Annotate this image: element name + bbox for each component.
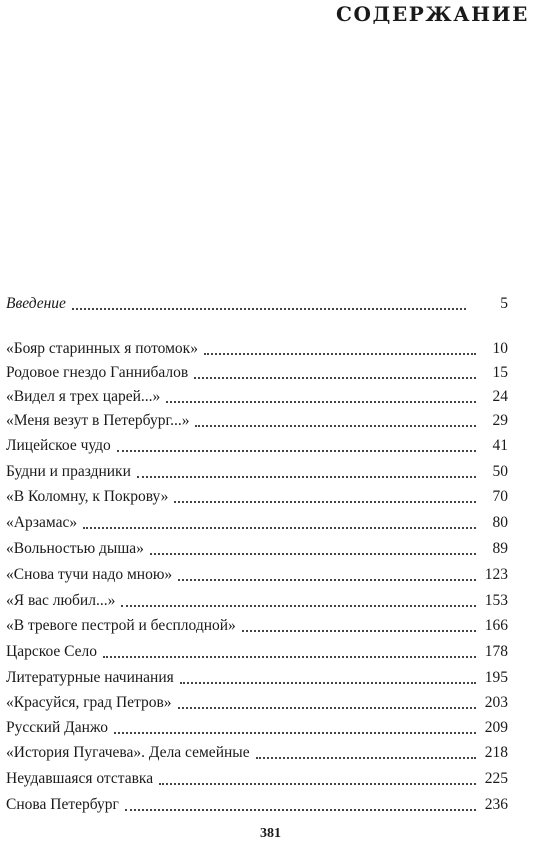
toc-entry	[6, 409, 508, 431]
toc-entry	[6, 563, 508, 585]
toc-entry-page: 225	[484, 770, 508, 787]
toc-entry-page: 70	[492, 488, 508, 505]
dot-leader	[117, 444, 476, 452]
toc-entry	[6, 767, 508, 789]
toc-entry	[6, 511, 508, 533]
toc-entry	[6, 793, 508, 815]
toc-entry-label: Литературные начинания	[6, 669, 174, 686]
toc-entry	[6, 337, 508, 359]
toc-entry-page: 236	[484, 796, 508, 813]
toc-entry	[6, 485, 508, 507]
dot-leader	[72, 302, 466, 310]
dot-leader	[242, 624, 476, 632]
dot-leader	[256, 751, 476, 759]
toc-entry-page: 10	[492, 340, 508, 357]
toc-entry-page: 50	[492, 463, 508, 480]
dot-leader	[195, 419, 476, 427]
dot-leader	[103, 650, 476, 658]
toc-entry	[6, 640, 508, 662]
toc-entry	[6, 460, 508, 482]
toc-entry-page: 41	[492, 437, 508, 454]
toc-entry-label: «Арзамас»	[6, 514, 78, 531]
toc-entry-label: «Бояр старинных я потомок»	[6, 340, 198, 357]
toc-entry	[6, 385, 508, 407]
toc-entry-page: 5	[500, 295, 508, 312]
dot-leader	[114, 726, 476, 734]
toc-entry-label: «Я вас любил...»	[6, 592, 116, 609]
toc-entry-label: Будни и праздники	[6, 463, 131, 480]
dot-leader	[150, 547, 476, 555]
toc-entry-label: «В Коломну, к Покрову»	[6, 488, 169, 505]
toc-entry	[6, 361, 508, 383]
toc-entry-page: 123	[484, 566, 508, 583]
dot-leader	[178, 701, 476, 709]
toc-entry	[6, 716, 508, 738]
toc-entry	[6, 434, 508, 456]
toc-entry-label: Царское Село	[6, 643, 98, 660]
toc-entry-label: Введение	[6, 295, 66, 312]
toc-entry-label: Снова Петербург	[6, 796, 119, 813]
toc-entry-page: 15	[492, 364, 508, 381]
toc-entry-page: 29	[492, 412, 508, 429]
toc-entry-page: 203	[484, 694, 508, 711]
toc-entry-label: «Меня везут в Петербург...»	[6, 412, 190, 429]
toc-entry-page: 166	[484, 617, 508, 634]
page-number: 381	[260, 826, 281, 841]
toc-entry-page: 153	[484, 592, 508, 609]
dot-leader	[180, 676, 476, 684]
toc-entry-page: 195	[484, 669, 508, 686]
toc-entry-label: «Видел я трех царей...»	[6, 388, 161, 405]
toc-entry-label: «Красуйся, град Петров»	[6, 694, 172, 711]
dot-leader	[178, 573, 476, 581]
toc-entry-page: 24	[492, 388, 508, 405]
toc-entry-label: Родовое гнездо Ганнибалов	[6, 364, 189, 381]
toc-entry	[6, 589, 508, 611]
dot-leader	[125, 803, 476, 811]
dot-leader	[137, 470, 476, 478]
toc-entry-label: Русский Данжо	[6, 719, 108, 736]
toc-entry-intro	[6, 292, 508, 314]
toc-entry-label: Лицейское чудо	[6, 437, 111, 454]
toc-entry-page: 89	[492, 540, 508, 557]
toc-entry-label: «История Пугачева». Дела семейные	[6, 744, 250, 761]
toc-entry	[6, 614, 508, 636]
toc-entry-label: «Вольностью дыша»	[6, 540, 144, 557]
dot-leader	[121, 599, 476, 607]
toc-entry	[6, 537, 508, 559]
toc-entry-page: 218	[484, 744, 508, 761]
dot-leader	[83, 521, 476, 529]
toc-entry-label: Неудавшаяся отставка	[6, 770, 154, 787]
toc-entry-label: «Снова тучи надо мною»	[6, 566, 173, 583]
dot-leader	[174, 495, 476, 503]
toc-entry-label: «В тревоге пестрой и бесплодной»	[6, 617, 236, 634]
dot-leader	[166, 395, 476, 403]
dot-leader	[159, 777, 476, 785]
toc-entry-page: 80	[492, 514, 508, 531]
dot-leader	[204, 347, 476, 355]
toc-entry-page: 178	[484, 643, 508, 660]
toc-entry-page: 209	[484, 719, 508, 736]
toc-entry	[6, 741, 508, 763]
page-title: СОДЕРЖАНИЕ	[336, 2, 529, 26]
toc-entry	[6, 666, 508, 688]
toc-entry	[6, 691, 508, 713]
dot-leader	[194, 371, 476, 379]
